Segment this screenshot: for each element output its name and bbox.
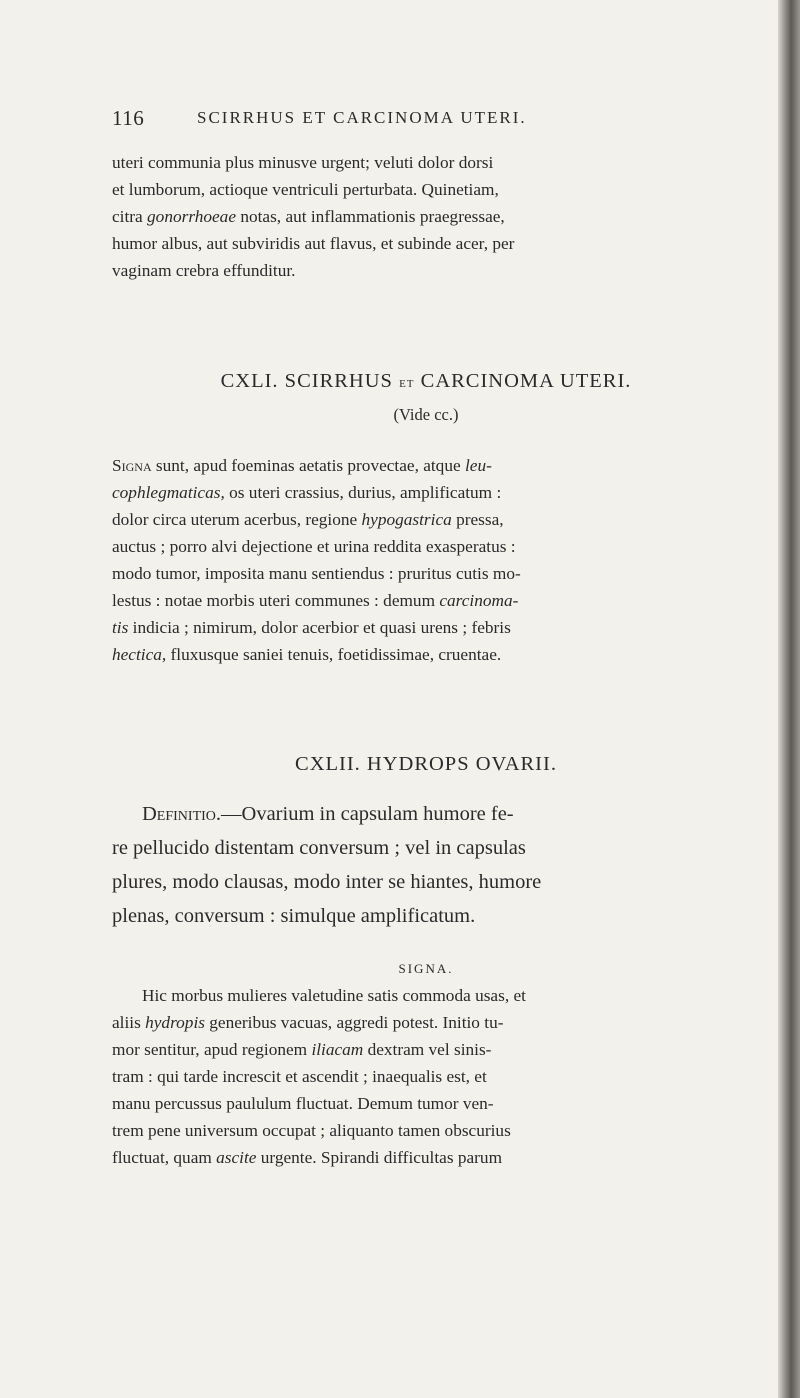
heading-cxli-part-b: CARCINOMA UTERI. [414, 370, 632, 392]
section-heading-cxlii: CXLII. HYDROPS OVARII. [295, 753, 557, 775]
intro-line-5: vaginam crebra effunditur. [112, 261, 296, 280]
intro-line-3-start: citra [112, 207, 148, 226]
section-heading-cxli [112, 370, 740, 393]
cxli-line-5: modo tumor, imposita manu sentiendus : pruritus cutis mo- [112, 564, 521, 583]
intro-line-3-rest: notas, aut inflammationis praegressae, [236, 207, 505, 226]
cxli-line-6 [112, 587, 740, 614]
signa-lead: Signa [112, 456, 152, 475]
heading-cxli-part-a: CXLI. SCIRRHUS [220, 370, 400, 392]
term-carcinomatis-b: tis [112, 618, 129, 637]
cxli-line-7 [112, 614, 740, 641]
term-leucophlegmaticas-a: leu- [464, 456, 492, 475]
term-leucophlegmaticas-b: cophlegmaticas, [112, 483, 225, 502]
section-cross-reference: (Vide cc.) [393, 405, 459, 424]
cxli-line-2 [112, 479, 740, 506]
cxlii-line-2-text-a: aliis [112, 1013, 146, 1032]
cxli-line-6-text: lestus : notae morbis uteri communes : demum [112, 591, 440, 610]
definitio-paragraph [112, 797, 740, 933]
intro-paragraph [112, 149, 740, 284]
intro-line-3 [112, 203, 740, 230]
cxlii-line-7 [112, 1144, 740, 1171]
term-gonorrhoeae: gonorrhoeae [147, 207, 236, 226]
term-hydropis: hydropis [145, 1013, 205, 1032]
def-line-1-text: —Ovarium in capsulam humore fe- [221, 803, 514, 825]
page-number: 116 [112, 106, 145, 130]
cxli-line-8 [112, 641, 740, 668]
def-line-4: plenas, conversum : simulque amplificatum. [112, 905, 476, 927]
cxlii-line-2 [112, 1009, 740, 1036]
cxlii-line-5: manu percussus paululum fluctuat. Demum tumor ven- [112, 1094, 494, 1113]
cxlii-line-7-text-a: fluctuat, quam [112, 1148, 217, 1167]
cxli-line-8-text: fluxusque saniei tenuis, foetidissimae, cruentae. [166, 645, 502, 664]
running-title: SCIRRHUS ET CARCINOMA UTERI. [197, 108, 527, 127]
cxlii-line-2-text-b: generibus vacuas, aggredi potest. Initio tu- [204, 1013, 504, 1032]
cxli-line-4: auctus ; porro alvi dejectione et urina reddita exasperatus : [112, 537, 516, 556]
term-carcinomatis-a: carcinoma- [439, 591, 519, 610]
term-hypogastrica: hypogastrica [361, 510, 452, 529]
term-iliacam: iliacam [311, 1040, 364, 1059]
intro-line-2: et lumborum, actioque ventriculi perturbata. Quinetiam, [112, 180, 499, 199]
cxli-line-3-text-a: dolor circa uterum acerbus, regione [112, 510, 362, 529]
signa-paragraph-cxlii [112, 982, 740, 1171]
heading-cxli-et: et [399, 374, 415, 391]
signa-paragraph-cxli [112, 452, 740, 668]
cxli-line-3 [112, 506, 740, 533]
signa-heading: SIGNA. [398, 961, 454, 976]
intro-line-1: uteri communia plus minusve urgent; veluti dolor dorsi [112, 153, 494, 172]
cxli-line-2-text: os uteri crassius, durius, amplificatum : [224, 483, 502, 502]
cxli-line-1-text: sunt, apud foeminas aetatis provectae, atque [151, 456, 465, 475]
def-line-3: plures, modo clausas, modo inter se hiantes, humore [112, 871, 542, 893]
intro-line-4: humor albus, aut subviridis aut flavus, et subinde acer, per [112, 234, 515, 253]
cxlii-line-3-text-a: mor sentitur, apud regionem [112, 1040, 312, 1059]
page-gutter-shadow [778, 0, 800, 1398]
term-ascite: ascite [216, 1148, 257, 1167]
definitio-lead: Definitio. [142, 803, 222, 825]
cxlii-line-3 [112, 1036, 740, 1063]
def-line-2: re pellucido distentam conversum ; vel in capsulas [112, 837, 526, 859]
running-head [112, 106, 740, 136]
def-line-1 [112, 797, 740, 831]
cxlii-line-3-text-b: dextram vel sinis- [363, 1040, 492, 1059]
cxlii-line-7-text-b: urgente. Spirandi difficultas parum [256, 1148, 503, 1167]
cxlii-line-1: Hic morbus mulieres valetudine satis commoda usas, et [142, 986, 526, 1005]
cxli-line-1 [112, 452, 740, 479]
cxli-line-7-text: indicia ; nimirum, dolor acerbior et quasi urens ; febris [128, 618, 511, 637]
cxli-line-3-text-b: pressa, [451, 510, 504, 529]
cxlii-line-6: trem pene universum occupat ; aliquanto tamen obscurius [112, 1121, 511, 1140]
term-hectica: hectica, [112, 645, 167, 664]
cxlii-line-4: tram : qui tarde increscit et ascendit ; inaequalis est, et [112, 1067, 487, 1086]
